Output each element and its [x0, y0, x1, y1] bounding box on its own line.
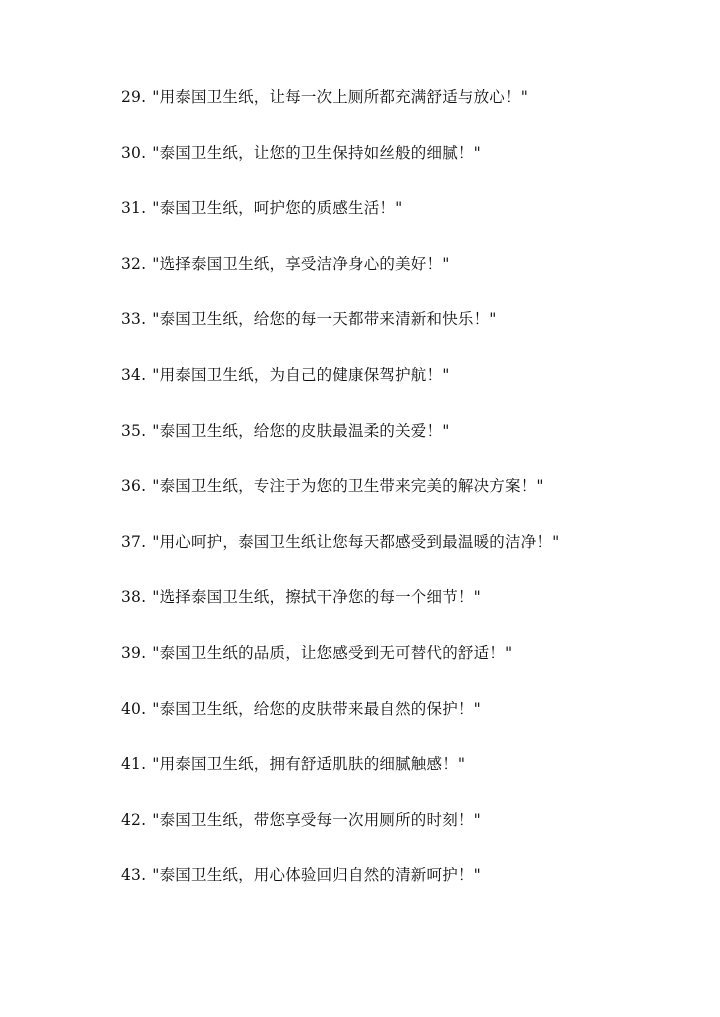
list-item [121, 697, 681, 753]
item-text: "用泰国卫生纸，拥有舒适肌肤的细腻触感！" [152, 755, 466, 774]
item-number: 33. [121, 310, 147, 329]
list-item [121, 252, 681, 308]
list-item [121, 808, 681, 864]
list-item [121, 363, 681, 419]
item-number: 41. [121, 755, 147, 774]
item-number: 32. [121, 254, 147, 273]
list-item [121, 474, 681, 530]
item-number: 39. [121, 643, 147, 662]
list-item [121, 641, 681, 697]
list-item [121, 196, 681, 252]
item-text: "泰国卫生纸，给您的每一天都带来清新和快乐！" [152, 310, 497, 329]
item-text: "用泰国卫生纸，让每一次上厕所都充满舒适与放心！" [152, 88, 529, 106]
item-number: 30. [121, 143, 147, 162]
item-number: 40. [121, 699, 147, 718]
list-item [121, 752, 681, 808]
item-number: 38. [121, 588, 147, 607]
item-text: "泰国卫生纸，带您享受每一次用厕所的时刻！" [152, 810, 481, 829]
list-item [121, 419, 681, 475]
list-item [121, 85, 681, 141]
item-text: "泰国卫生纸，给您的皮肤最温柔的关爱！" [152, 421, 450, 440]
list-item [121, 530, 681, 586]
item-text: "用泰国卫生纸，为自己的健康保驾护航！" [152, 365, 450, 384]
item-text: "选择泰国卫生纸，擦拭干净您的每一个细节！" [152, 588, 481, 607]
item-text: "泰国卫生纸，呵护您的质感生活！" [152, 199, 403, 218]
item-number: 31. [121, 199, 147, 218]
item-number: 42. [121, 810, 147, 829]
list-item [121, 307, 681, 363]
list-item [121, 141, 681, 197]
item-text: "泰国卫生纸，专注于为您的卫生带来完美的解决方案！" [152, 477, 544, 496]
slogan-list [121, 85, 681, 919]
item-text: "用心呵护，泰国卫生纸让您每天都感受到最温暖的洁净！" [152, 532, 560, 551]
list-item [121, 585, 681, 641]
item-text: "泰国卫生纸，让您的卫生保持如丝般的细腻！" [152, 143, 481, 162]
item-number: 29. [121, 88, 147, 106]
item-text: "泰国卫生纸，给您的皮肤带来最自然的保护！" [152, 699, 481, 718]
item-text: "泰国卫生纸，用心体验回归自然的清新呵护！" [152, 866, 481, 885]
item-number: 43. [121, 866, 147, 885]
item-number: 36. [121, 477, 147, 496]
item-number: 37. [121, 532, 147, 551]
list-item [121, 863, 681, 919]
item-number: 35. [121, 421, 147, 440]
item-text: "泰国卫生纸的品质，让您感受到无可替代的舒适！" [152, 643, 513, 662]
item-number: 34. [121, 365, 147, 384]
item-text: "选择泰国卫生纸，享受洁净身心的美好！" [152, 254, 450, 273]
